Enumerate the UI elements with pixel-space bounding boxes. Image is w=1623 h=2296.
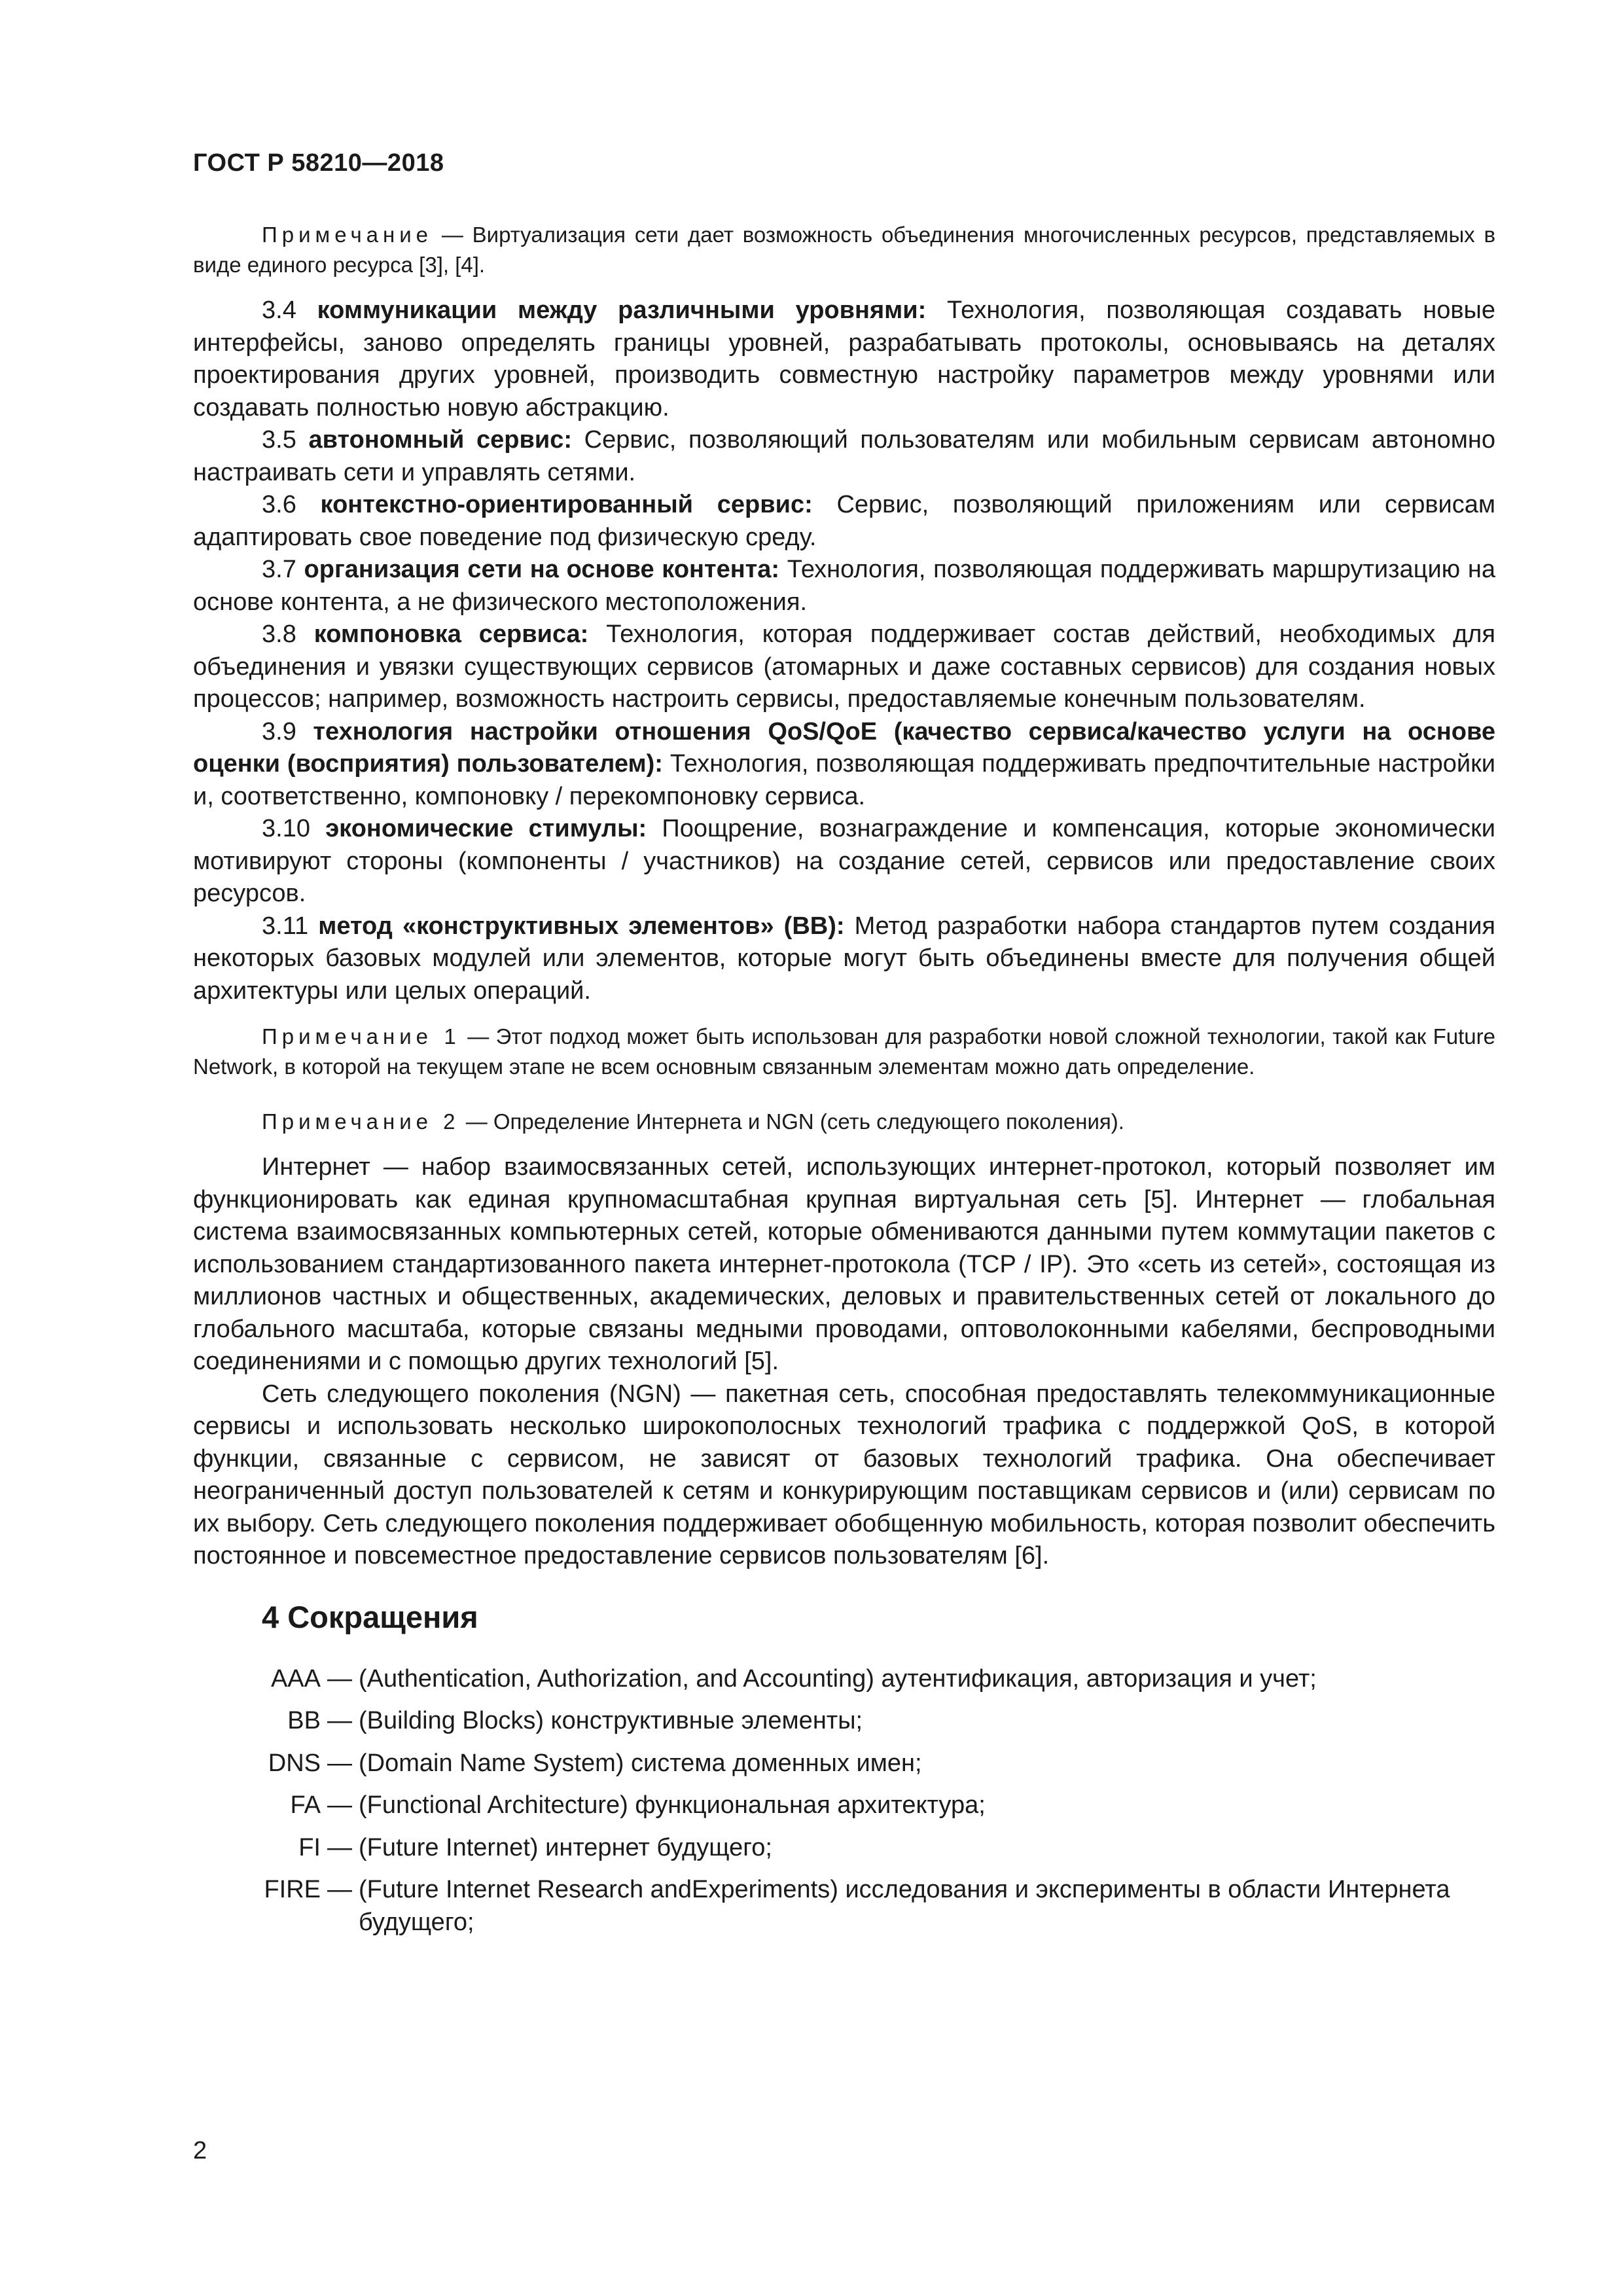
term-3-11: 3.11 метод «конструктивных элементов» (BB): Метод разработки набора стандартов путем создания некоторых базовых модулей или элементов, которые могут быть объединены вместе для получения общей архитектуры или целых операций. (193, 912, 1496, 1005)
note-text: — Этот подход может быть использован для разработки новой сложной технологии, такой как Future Network, в которой на текущем этапе не всем основным связанным элементам можно дать определение. (193, 1024, 1495, 1079)
note-label: Примечание 1 (262, 1024, 461, 1049)
list-item: FI — (Future Internet) интернет будущего; (298, 1833, 772, 1861)
note-2 (193, 1107, 1495, 1137)
list-item: DNS — (Domain Name System) система доменных имен; (268, 1749, 922, 1777)
note-virtualization (193, 220, 1495, 280)
list-item: FA — (Functional Architecture) функциональная архитектура; (290, 1791, 986, 1819)
page-number: 2 (193, 2137, 207, 2164)
paragraph-ngn: Сеть следующего поколения (NGN) — пакетная сеть, способная предоставлять телекоммуникационные сервисы и использовать несколько широкополосных технологий трафика с поддержкой QoS, в которой функции, связанные с сервисом, не зависят от базовых технологий трафика. Она обеспечивает неограниченный доступ пользователей к сетям и конкурирующим поставщикам сервисов и (или) сервисам по их выбору. Сеть следующего поколения поддерживает обобщенную мобильность, которая позволит обеспечить постоянное и повсеместное предоставление сервисов пользователям [6]. (193, 1380, 1495, 1570)
note-text: — Виртуализация сети дает возможность объединения многочисленных ресурсов, представляемых в виде единого ресурса [3], [4]. (193, 223, 1495, 277)
paragraph-internet: Интернет — набор взаимосвязанных сетей, использующих интернет-протокол, который позволяет им функционировать как единая крупномасштабная крупная виртуальная сеть [5]. Интернет — глобальная система взаимосвязанных компьютерных сетей, которые обмениваются данными путем коммутации пакетов с использованием стандартизованного пакета интернет-протокола (TCP / IP). Это «сеть из сетей», состоящая из миллионов частных и общественных, академических, деловых и правительственных сетей от локального до глобального масштаба, которые связаны медными проводами, оптоволоконными кабелями, беспроводными соединениями и с помощью других технологий [5]. (193, 1153, 1495, 1375)
term-3-4: 3.4 коммуникации между различными уровнями: Технология, позволяющая создавать новые интерфейсы, заново определять границы уровней, разрабатывать протоколы, основываясь на деталях проектирования других уровней, производить совместную настройку параметров между уровнями или создавать полностью новую абстракцию. (193, 296, 1495, 422)
term-3-7: 3.7 организация сети на основе контента: Технология, позволяющая поддерживать маршрутизацию на основе контента, а не физического местоположения. (193, 556, 1496, 616)
note-text: — Определение Интернета и NGN (сеть следующего поколения). (459, 1109, 1124, 1134)
term-3-6: 3.6 контекстно-ориентированный сервис: Сервис, позволяющий приложениям или сервисам адаптировать свое поведение под физическую среду. (193, 491, 1495, 551)
term-3-10: 3.10 экономические стимулы: Поощрение, вознаграждение и компенсация, которые экономически мотивируют стороны (компоненты / участников) на создание сетей, сервисов или предоставление своих ресурсов. (193, 815, 1496, 907)
abbreviations-list (193, 1663, 1495, 1939)
list-item: AAA — (Authentication, Authorization, and Accounting) аутентификация, авторизация и учет; (270, 1664, 1317, 1693)
term-3-5: 3.5 автономный сервис: Сервис, позволяющий пользователям или мобильным сервисам автономно настраивать сети и управлять сетями. (193, 426, 1495, 486)
list-item: BB — (Building Blocks) конструктивные элементы; (287, 1707, 863, 1734)
page-body (193, 220, 1495, 1948)
note-label: Примечание 2 (262, 1109, 460, 1134)
term-3-9: 3.9 технология настройки отношения QoS/QoE (качество сервиса/качество услуги на основе оценки (восприятия) пользователем): Технология, позволяющая поддерживать предпочтительные настройки и, соответственно, компоновку / перекомпоновку сервиса. (193, 717, 1496, 810)
list-item: FIRE — (Future Internet Research andExperiments) исследования и эксперименты в области Интернета будущего; (264, 1876, 1450, 1936)
section-title-abbreviations: 4 Сокращения (262, 1599, 478, 1634)
note-label: Примечание (262, 223, 433, 247)
note-1 (193, 1022, 1495, 1082)
term-3-8: 3.8 компоновка сервиса: Технология, которая поддерживает состав действий, необходимых для объединения и увязки существующих сервисов (атомарных и даже составных сервисов) для создания новых процессов; например, возможность настроить сервисы, предоставляемые конечным пользователям. (193, 620, 1496, 713)
document-code-header: ГОСТ Р 58210—2018 (193, 149, 444, 177)
